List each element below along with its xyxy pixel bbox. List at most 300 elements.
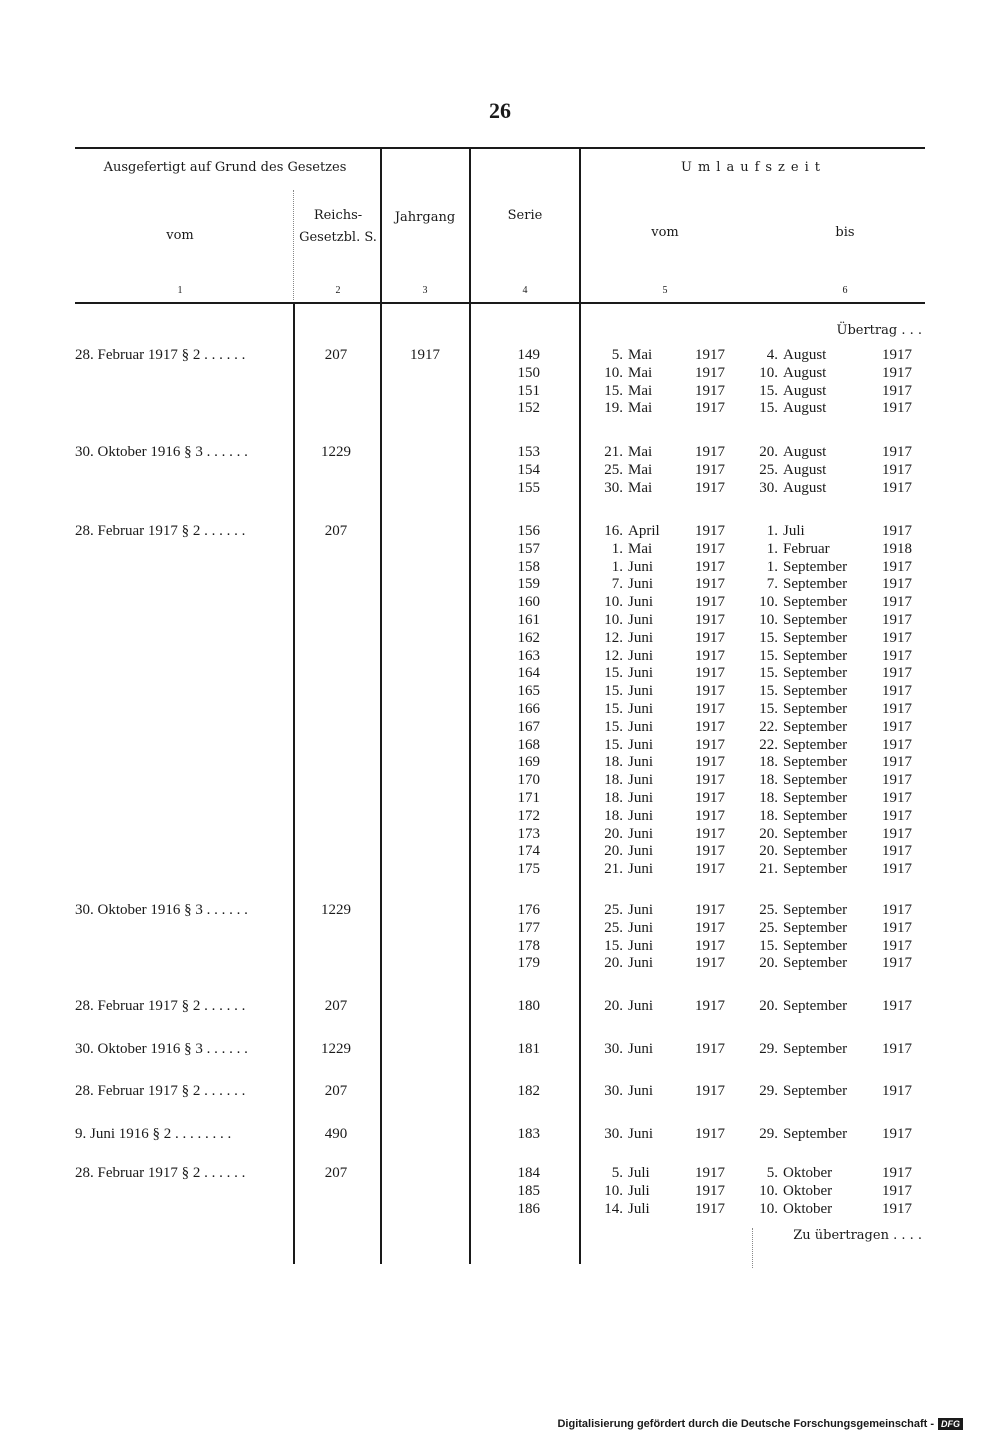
circulation-to-month: Juli <box>783 523 805 539</box>
dfg-logo: DFG <box>938 1418 963 1430</box>
circulation-from-yr: 1917 <box>695 558 725 575</box>
circulation-from-yr: 1917 <box>695 736 725 753</box>
circulation-from-yr: 1917 <box>695 479 725 496</box>
circulation-to-yr: 1917 <box>882 825 912 842</box>
circulation-to <box>740 843 912 861</box>
circulation-from-yr: 1917 <box>695 629 725 646</box>
circulation-to-yr: 1917 <box>882 937 912 954</box>
serie-number: 170 <box>517 772 540 789</box>
circulation-to <box>740 998 912 1016</box>
circulation-to <box>740 523 912 541</box>
circulation-from <box>585 1041 725 1059</box>
circulation-to-month: Oktober <box>783 1182 833 1199</box>
circulation-from-day: 18. <box>604 772 623 789</box>
circulation-to-yr: 1917 <box>882 594 912 611</box>
circulation-to-yr: 1917 <box>882 1182 912 1199</box>
circulation-to <box>740 861 912 879</box>
circulation-from <box>585 772 725 790</box>
circulation-to-month: August <box>783 444 827 460</box>
law-reference: 28. Februar 1917 § 2 . . . . . . <box>75 1083 246 1099</box>
serie-number: 152 <box>517 400 540 417</box>
column-number: 2 <box>335 285 341 296</box>
circulation-from-month: Juni <box>628 955 654 972</box>
circulation-to <box>740 701 912 719</box>
circulation-to-day: 22. <box>759 718 778 735</box>
circulation-from-month: Juni <box>628 594 654 611</box>
circulation-to-day: 10. <box>759 612 778 628</box>
circulation-from-yr: 1917 <box>695 1182 725 1199</box>
circulation-to <box>740 955 912 973</box>
serie-number: 181 <box>517 1041 540 1057</box>
header-group-left: Ausgefertigt auf Grund des Gesetzes <box>103 160 347 175</box>
serie-number: 184 <box>517 1165 540 1181</box>
circulation-to-yr: 1917 <box>882 998 912 1014</box>
circulation-to <box>740 826 912 844</box>
circulation-from <box>585 612 725 630</box>
circulation-to-day: 30. <box>759 479 778 496</box>
circulation-to-day: 1. <box>766 558 778 575</box>
circulation-from <box>585 790 725 808</box>
circulation-from-month: Juni <box>628 576 654 593</box>
circulation-to-day: 10. <box>759 1182 778 1199</box>
circulation-to-month: September <box>783 807 848 824</box>
circulation-to-month: August <box>783 400 827 417</box>
circulation-from <box>585 1201 725 1219</box>
circulation-from-month: Juni <box>628 902 654 918</box>
circulation-from-month: Juni <box>628 665 654 682</box>
circulation-to-day: 25. <box>759 919 778 936</box>
circulation-to <box>740 719 912 737</box>
circulation-from-day: 18. <box>604 807 623 824</box>
circulation-to <box>740 737 912 755</box>
serie-number: 171 <box>517 790 540 806</box>
circulation-to-month: September <box>783 612 848 628</box>
circulation-to-yr: 1917 <box>882 790 912 806</box>
circulation-from-month: Juni <box>628 701 654 717</box>
circulation-from-yr: 1917 <box>695 612 725 628</box>
circulation-from-month: Juni <box>628 558 654 575</box>
circulation-from-yr: 1917 <box>695 594 725 611</box>
serie-number: 173 <box>517 825 540 842</box>
carry-in-label: Übertrag . . . <box>836 323 922 338</box>
circulation-from-yr: 1917 <box>695 382 725 399</box>
circulation-from-month: Mai <box>628 347 653 363</box>
law-reference: 28. Februar 1917 § 2 . . . . . . <box>75 523 246 539</box>
reichsgesetzblatt-page: 207 <box>324 1165 348 1181</box>
circulation-to-month: September <box>783 576 848 593</box>
circulation-from-day: 10. <box>604 594 623 611</box>
circulation-to-day: 4. <box>766 347 778 363</box>
circulation-from-day: 18. <box>604 754 623 771</box>
circulation-to-day: 29. <box>759 1083 778 1099</box>
circulation-from-month: Juni <box>628 1041 654 1057</box>
serie-number: 159 <box>517 576 540 593</box>
circulation-to-month: August <box>783 382 827 399</box>
circulation-from-month: Juni <box>628 843 654 860</box>
law-reference: 30. Oktober 1916 § 3 . . . . . . <box>75 444 248 460</box>
column-number: 3 <box>422 285 428 296</box>
circulation-to-month: September <box>783 919 848 936</box>
circulation-to <box>740 541 912 559</box>
circulation-to-yr: 1917 <box>882 861 912 878</box>
circulation-from-yr: 1917 <box>695 364 725 381</box>
circulation-to-yr: 1917 <box>882 772 912 789</box>
circulation-from-day: 25. <box>604 902 623 918</box>
circulation-to-yr: 1917 <box>882 558 912 575</box>
circulation-from-day: 1. <box>611 540 623 557</box>
circulation-to-day: 20. <box>759 444 778 460</box>
reichsgesetzblatt-page: 207 <box>324 347 348 363</box>
column-number: 4 <box>522 285 528 296</box>
circulation-from-day: 15. <box>604 382 623 399</box>
circulation-from <box>585 665 725 683</box>
circulation-from-month: Juni <box>628 683 654 700</box>
circulation-to-yr: 1917 <box>882 665 912 682</box>
circulation-to-yr: 1917 <box>882 718 912 735</box>
circulation-to-month: September <box>783 1083 848 1099</box>
circulation-from-month: Juni <box>628 612 654 628</box>
serie-number: 154 <box>517 461 540 478</box>
serie-number: 150 <box>517 364 540 381</box>
serie-number: 175 <box>517 861 540 878</box>
circulation-to-month: September <box>783 998 848 1014</box>
circulation-to-day: 5. <box>766 1165 778 1181</box>
header-group-right: Umlaufszeit <box>681 160 826 175</box>
circulation-to <box>740 938 912 956</box>
circulation-from-yr: 1917 <box>695 1083 725 1099</box>
column-number: 1 <box>177 285 183 296</box>
circulation-to-month: September <box>783 718 848 735</box>
circulation-from-yr: 1917 <box>695 683 725 700</box>
circulation-to-yr: 1917 <box>882 919 912 936</box>
circulation-from-day: 5. <box>611 347 623 363</box>
circulation-to-month: September <box>783 1041 848 1057</box>
circulation-to <box>740 383 912 401</box>
circulation-from <box>585 737 725 755</box>
circulation-to-month: September <box>783 647 848 664</box>
circulation-to-day: 10. <box>759 364 778 381</box>
circulation-from-yr: 1917 <box>695 701 725 717</box>
circulation-to-yr: 1917 <box>882 754 912 771</box>
circulation-from-month: Juni <box>628 937 654 954</box>
circulation-from-month: Mai <box>628 444 653 460</box>
circulation-to <box>740 365 912 383</box>
serie-number: 153 <box>517 444 540 460</box>
circulation-from <box>585 1183 725 1201</box>
circulation-to <box>740 559 912 577</box>
reichsgesetzblatt-page: 1229 <box>321 902 351 918</box>
circulation-from-month: Mai <box>628 461 653 478</box>
circulation-from <box>585 683 725 701</box>
serie-number: 156 <box>517 523 540 539</box>
circulation-from-day: 30. <box>604 479 623 496</box>
circulation-from-yr: 1917 <box>695 937 725 954</box>
circulation-to <box>740 1126 912 1144</box>
circulation-from-day: 15. <box>604 665 623 682</box>
circulation-from-yr: 1917 <box>695 347 725 363</box>
circulation-from-day: 15. <box>604 701 623 717</box>
reichsgesetzblatt-page: 207 <box>324 523 348 539</box>
column-divider <box>579 149 581 1264</box>
circulation-from-yr: 1917 <box>695 1200 725 1217</box>
column-divider <box>380 149 382 1264</box>
circulation-from-yr: 1917 <box>695 807 725 824</box>
circulation-from-month: Mai <box>628 364 653 381</box>
circulation-to-day: 18. <box>759 790 778 806</box>
circulation-to-day: 15. <box>759 647 778 664</box>
column-divider <box>469 149 471 1264</box>
circulation-from <box>585 808 725 826</box>
circulation-from-month: Mai <box>628 400 653 417</box>
circulation-to-yr: 1917 <box>882 347 912 363</box>
circulation-to-yr: 1917 <box>882 1200 912 1217</box>
circulation-to-day: 29. <box>759 1041 778 1057</box>
header-vom: vom <box>166 228 194 243</box>
circulation-to-day: 20. <box>759 825 778 842</box>
header-jahrgang: Jahrgang <box>394 210 456 225</box>
circulation-from <box>585 719 725 737</box>
serie-number: 174 <box>517 843 540 860</box>
serie-number: 160 <box>517 594 540 611</box>
circulation-from-month: Juli <box>628 1182 650 1199</box>
circulation-to-day: 15. <box>759 400 778 417</box>
jahrgang-value: 1917 <box>410 347 440 363</box>
circulation-to-day: 20. <box>759 843 778 860</box>
dotted-divider <box>293 190 294 300</box>
serie-number: 162 <box>517 629 540 646</box>
circulation-from-day: 5. <box>611 1165 623 1181</box>
reichsgesetzblatt-page: 490 <box>324 1126 348 1142</box>
circulation-from-month: Juli <box>628 1200 650 1217</box>
serie-number: 176 <box>517 902 540 918</box>
circulation-from-yr: 1917 <box>695 919 725 936</box>
serie-number: 180 <box>517 998 540 1014</box>
circulation-from-day: 20. <box>604 955 623 972</box>
circulation-from-day: 19. <box>604 400 623 417</box>
circulation-to-month: September <box>783 825 848 842</box>
circulation-to-month: September <box>783 772 848 789</box>
header-bottom-rule <box>75 302 925 304</box>
circulation-to-month: September <box>783 558 848 575</box>
circulation-from-day: 21. <box>604 444 623 460</box>
circulation-from-yr: 1917 <box>695 902 725 918</box>
circulation-to-yr: 1917 <box>882 683 912 700</box>
circulation-to <box>740 683 912 701</box>
circulation-from-yr: 1917 <box>695 772 725 789</box>
circulation-to-yr: 1917 <box>882 736 912 753</box>
circulation-from-day: 10. <box>604 1182 623 1199</box>
circulation-to-yr: 1917 <box>882 576 912 593</box>
circulation-from <box>585 938 725 956</box>
circulation-from-yr: 1917 <box>695 861 725 878</box>
circulation-from-day: 14. <box>604 1200 623 1217</box>
law-reference: 28. Februar 1917 § 2 . . . . . . <box>75 998 246 1014</box>
circulation-from-yr: 1917 <box>695 1165 725 1181</box>
circulation-to <box>740 347 912 365</box>
circulation-to-day: 25. <box>759 461 778 478</box>
circulation-from <box>585 754 725 772</box>
circulation-from-month: Mai <box>628 479 653 496</box>
serie-number: 166 <box>517 701 540 717</box>
circulation-to-yr: 1917 <box>882 701 912 717</box>
circulation-from-yr: 1917 <box>695 790 725 806</box>
footer-text: Digitalisierung gefördert durch die Deutsche Forschungsgemeinschaft - <box>557 1418 934 1430</box>
circulation-to-yr: 1917 <box>882 444 912 460</box>
circulation-from-yr: 1917 <box>695 1041 725 1057</box>
circulation-from <box>585 523 725 541</box>
circulation-to-yr: 1917 <box>882 1041 912 1057</box>
circulation-from <box>585 559 725 577</box>
circulation-to-month: September <box>783 1126 848 1142</box>
circulation-from <box>585 400 725 418</box>
circulation-from-month: Juni <box>628 718 654 735</box>
serie-number: 167 <box>517 718 540 735</box>
serie-number: 161 <box>517 612 540 628</box>
circulation-from-yr: 1917 <box>695 754 725 771</box>
circulation-to-yr: 1917 <box>882 364 912 381</box>
circulation-to <box>740 902 912 920</box>
circulation-from-day: 10. <box>604 364 623 381</box>
circulation-from-day: 1. <box>611 558 623 575</box>
circulation-to <box>740 462 912 480</box>
circulation-from-month: Juni <box>628 754 654 771</box>
serie-number: 185 <box>517 1182 540 1199</box>
circulation-to-yr: 1917 <box>882 479 912 496</box>
circulation-to-day: 18. <box>759 772 778 789</box>
circulation-from-yr: 1917 <box>695 955 725 972</box>
circulation-from-month: Juni <box>628 919 654 936</box>
circulation-from <box>585 648 725 666</box>
circulation-from-day: 30. <box>604 1083 623 1099</box>
circulation-to-month: Oktober <box>783 1200 833 1217</box>
circulation-from-month: Juni <box>628 629 654 646</box>
circulation-to-day: 10. <box>759 594 778 611</box>
reichsgesetzblatt-page: 207 <box>324 998 348 1014</box>
circulation-from <box>585 576 725 594</box>
circulation-from <box>585 480 725 498</box>
circulation-to-day: 22. <box>759 736 778 753</box>
circulation-to <box>740 444 912 462</box>
serie-number: 151 <box>517 382 540 399</box>
circulation-from-month: Juni <box>628 1083 654 1099</box>
circulation-from-month: Juni <box>628 772 654 789</box>
circulation-to-day: 18. <box>759 807 778 824</box>
circulation-to-day: 1. <box>766 523 778 539</box>
circulation-from-day: 20. <box>604 825 623 842</box>
circulation-from-month: Mai <box>628 540 653 557</box>
circulation-from <box>585 1083 725 1101</box>
circulation-to-month: September <box>783 683 848 700</box>
circulation-to-yr: 1917 <box>882 843 912 860</box>
circulation-from-month: Juni <box>628 790 654 806</box>
circulation-to-day: 20. <box>759 998 778 1014</box>
circulation-to-day: 15. <box>759 683 778 700</box>
circulation-from-day: 25. <box>604 461 623 478</box>
serie-number: 157 <box>517 540 540 557</box>
circulation-from-yr: 1917 <box>695 576 725 593</box>
circulation-to <box>740 594 912 612</box>
circulation-to <box>740 648 912 666</box>
circulation-to-month: September <box>783 594 848 611</box>
circulation-to-yr: 1917 <box>882 523 912 539</box>
circulation-from-day: 16. <box>604 523 623 539</box>
column-number: 6 <box>842 285 848 296</box>
circulation-from-month: April <box>628 523 660 539</box>
circulation-from-yr: 1917 <box>695 718 725 735</box>
circulation-to-day: 15. <box>759 937 778 954</box>
serie-number: 158 <box>517 558 540 575</box>
circulation-to-yr: 1917 <box>882 461 912 478</box>
circulation-to-month: August <box>783 347 827 363</box>
circulation-from-day: 15. <box>604 736 623 753</box>
circulation-to-day: 7. <box>766 576 778 593</box>
serie-number: 164 <box>517 665 540 682</box>
circulation-from-day: 25. <box>604 919 623 936</box>
circulation-to-month: September <box>783 665 848 682</box>
circulation-to-yr: 1917 <box>882 382 912 399</box>
circulation-from-month: Juli <box>628 1165 650 1181</box>
circulation-from <box>585 861 725 879</box>
circulation-from-yr: 1917 <box>695 825 725 842</box>
serie-number: 169 <box>517 754 540 771</box>
circulation-to-month: August <box>783 364 827 381</box>
circulation-to <box>740 576 912 594</box>
serie-number: 172 <box>517 807 540 824</box>
circulation-from-month: Juni <box>628 861 654 878</box>
circulation-to-month: September <box>783 790 848 806</box>
circulation-from <box>585 383 725 401</box>
circulation-from-month: Mai <box>628 382 653 399</box>
circulation-to <box>740 400 912 418</box>
circulation-to-day: 21. <box>759 861 778 878</box>
circulation-to <box>740 772 912 790</box>
circulation-from <box>585 843 725 861</box>
circulation-from <box>585 462 725 480</box>
circulation-from-yr: 1917 <box>695 1126 725 1142</box>
circulation-to-day: 15. <box>759 701 778 717</box>
header-umlauf-bis: bis <box>835 225 855 240</box>
circulation-to-month: September <box>783 701 848 717</box>
circulation-from-yr: 1917 <box>695 540 725 557</box>
circulation-to-month: September <box>783 861 848 878</box>
circulation-from-day: 15. <box>604 937 623 954</box>
circulation-from <box>585 998 725 1016</box>
circulation-to <box>740 1183 912 1201</box>
column-divider <box>293 304 295 1264</box>
serie-number: 168 <box>517 736 540 753</box>
circulation-to-day: 18. <box>759 754 778 771</box>
circulation-to-day: 1. <box>766 540 778 557</box>
circulation-to <box>740 1201 912 1219</box>
circulation-to-month: September <box>783 843 848 860</box>
law-reference: 30. Oktober 1916 § 3 . . . . . . <box>75 902 248 918</box>
circulation-to-month: September <box>783 754 848 771</box>
circulation-from <box>585 365 725 383</box>
circulation-to-day: 15. <box>759 382 778 399</box>
footer <box>557 1418 963 1430</box>
page-number: 26 <box>489 98 511 123</box>
circulation-from-day: 15. <box>604 718 623 735</box>
circulation-from-day: 12. <box>604 629 623 646</box>
circulation-from-day: 12. <box>604 647 623 664</box>
reichsgesetzblatt-page: 207 <box>324 1083 348 1099</box>
reichsgesetzblatt-page: 1229 <box>321 444 351 460</box>
circulation-from-yr: 1917 <box>695 647 725 664</box>
circulation-from-day: 30. <box>604 1041 623 1057</box>
circulation-from-yr: 1917 <box>695 998 725 1014</box>
law-reference: 9. Juni 1916 § 2 . . . . . . . . <box>75 1126 232 1142</box>
circulation-from-yr: 1917 <box>695 461 725 478</box>
